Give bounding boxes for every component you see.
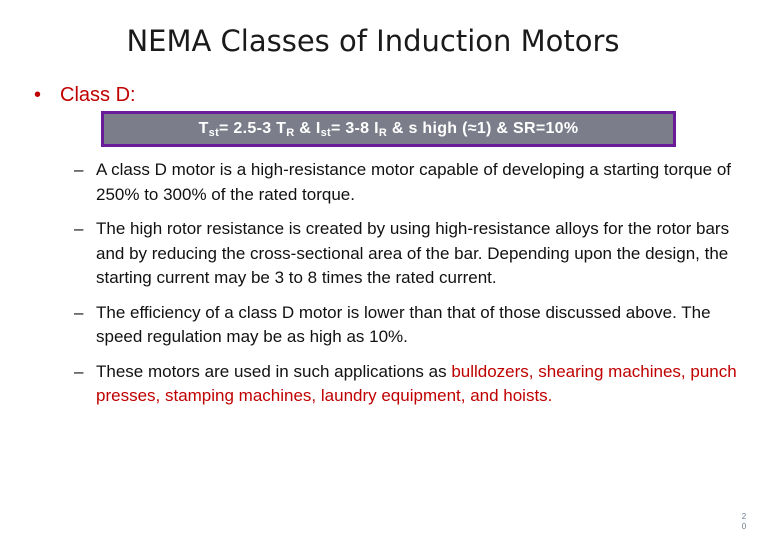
item-text-highlight: bulldozers, shearing machines, punch presses, stamping machines, laundry equipment, and hoists. (96, 361, 737, 405)
dash-marker: – (74, 302, 84, 322)
formula-i-r: R (378, 126, 388, 139)
page-number-digit-1: 2 (741, 512, 747, 521)
formula-t-r: R (286, 126, 295, 139)
formula-text (199, 120, 579, 139)
dash-marker: – (74, 361, 84, 381)
page-number-digit-2: 0 (741, 522, 747, 531)
list-item (74, 301, 754, 350)
sub-bullet-list (74, 158, 754, 419)
list-item (74, 158, 754, 207)
list-item (74, 217, 754, 291)
item-text: The efficiency of a class D motor is lower than that of those discussed above. The speed regulation may be as high as 10%. (96, 302, 711, 346)
formula-and-i: & I (294, 119, 321, 137)
formula-i-val: = 3-8 I (330, 119, 379, 137)
slide-title: NEMA Classes of Induction Motors (126, 24, 620, 58)
formula-t-sub: st (208, 126, 220, 139)
list-item (74, 360, 754, 409)
formula-t: T (198, 119, 209, 137)
class-d-bullet (34, 84, 136, 107)
dash-marker: – (74, 219, 84, 238)
formula-t-val: = 2.5-3 T (219, 119, 287, 137)
formula-box (101, 111, 676, 147)
bullet-label: Class D: (60, 84, 136, 106)
item-text: The high rotor resistance is created by using high-resistance alloys for the rotor bars and by reducing the cross-sectional area of the bar. Depending upon the design, the starting current may be 3 to 8 times the rated current. (96, 219, 730, 287)
page-number (740, 512, 748, 532)
dash-marker: – (74, 160, 84, 179)
formula-rest: & s high (≈1) & SR=10% (387, 119, 579, 137)
item-text: A class D motor is a high-resistance motor capable of developing a starting torque of 250% to 300% of the rated torque. (96, 160, 732, 204)
formula-i-sub: st (320, 126, 331, 139)
item-text: These motors are used in such applications as (96, 361, 452, 381)
bullet-marker: • (34, 84, 42, 106)
